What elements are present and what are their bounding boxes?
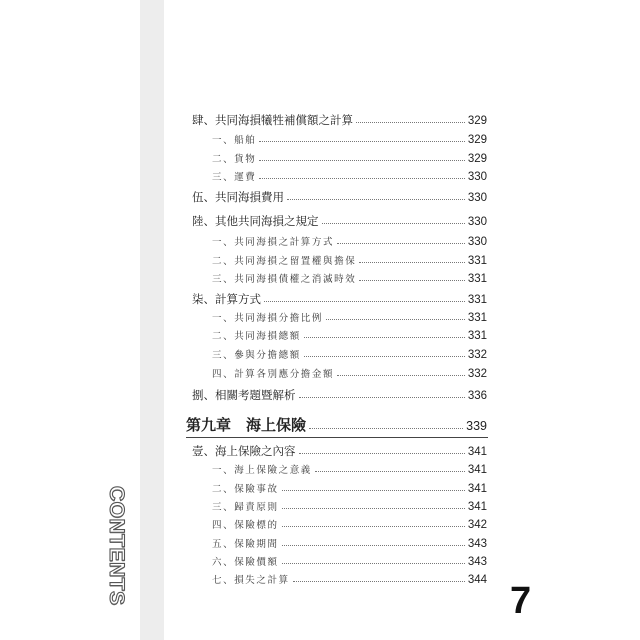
toc-entry-page: 341 <box>467 501 487 513</box>
toc-entry-title: 二、共同海損總額 <box>212 331 301 342</box>
contents-side-label: CONTENTS <box>105 486 128 606</box>
toc-entry <box>192 189 487 205</box>
toc-entry-page: 329 <box>467 153 487 165</box>
toc-dot-leader <box>359 254 465 263</box>
toc-entry <box>192 112 487 128</box>
toc-entry-page: 330 <box>467 192 487 204</box>
toc-entry-title: 二、貨物 <box>212 154 257 165</box>
toc-entry-title: 四、計算各別應分擔金額 <box>212 369 335 380</box>
toc-dot-leader <box>282 537 465 546</box>
toc-entry-page: 331 <box>467 330 487 342</box>
toc-entry <box>212 310 487 324</box>
toc-entry-title: 三、歸責原則 <box>212 502 279 513</box>
toc-dot-leader <box>259 152 464 161</box>
toc-entry <box>192 387 487 403</box>
toc-entry <box>212 536 487 550</box>
toc-entry <box>212 347 487 361</box>
toc-entry-title: 六、保險價額 <box>212 557 279 568</box>
toc-entry <box>212 572 487 586</box>
toc-dot-leader <box>282 500 465 509</box>
toc-entry-title: 一、共同海損分擔比例 <box>212 313 324 324</box>
toc-entry-title: 肆、共同海損犧牲補償額之計算 <box>192 113 353 127</box>
toc-entry-page: 343 <box>467 538 487 550</box>
toc-entry-title: 二、共同海損之留置權與擔保 <box>212 256 357 267</box>
toc-entry <box>192 213 487 229</box>
toc-entry-title: 二、保險事故 <box>212 484 279 495</box>
toc-entry-page: 344 <box>467 574 487 586</box>
toc-entry-title: 一、海上保險之意義 <box>212 465 312 476</box>
toc-entry <box>212 271 487 285</box>
toc-entry <box>212 234 487 248</box>
toc-dot-leader <box>259 133 464 142</box>
toc-entry <box>212 517 487 531</box>
toc-chapter-heading <box>186 414 487 434</box>
toc-entry-page: 341 <box>467 483 487 495</box>
toc-entry-page: 330 <box>467 171 487 183</box>
toc-dot-leader <box>282 555 465 564</box>
toc-entry-title: 五、保險期間 <box>212 539 279 550</box>
toc-dot-leader <box>337 235 465 244</box>
toc-entry-title: 捌、相關考題暨解析 <box>192 388 296 402</box>
toc-dot-leader <box>293 573 465 582</box>
toc-entry-title: 柒、計算方式 <box>192 292 261 306</box>
toc-entry-title: 四、保險標的 <box>212 520 279 531</box>
toc-entry-title: 壹、海上保險之內容 <box>192 444 296 458</box>
toc-entry <box>212 253 487 267</box>
toc-dot-leader <box>287 190 465 200</box>
toc-entry-page: 329 <box>467 134 487 146</box>
toc-entry-page: 331 <box>467 255 487 267</box>
toc-entry-title: 一、船舶 <box>212 135 257 146</box>
toc-entry <box>212 169 487 183</box>
toc-entry <box>212 132 487 146</box>
toc-entry <box>212 499 487 513</box>
toc-entry-page: 341 <box>467 446 487 458</box>
toc-entry-page: 331 <box>467 273 487 285</box>
toc-entry-page: 331 <box>467 294 487 306</box>
toc-entry <box>192 443 487 459</box>
toc-entry-title: 七、損失之計算 <box>212 575 290 586</box>
toc-entry-title: 三、共同海損債權之消滅時效 <box>212 274 357 285</box>
toc-entry-page: 330 <box>467 236 487 248</box>
toc-dot-leader <box>282 518 465 527</box>
toc-entry-title: 伍、共同海損費用 <box>192 190 284 204</box>
toc-dot-leader <box>309 416 463 429</box>
toc-dot-leader <box>315 463 465 472</box>
toc-entry-page: 343 <box>467 556 487 568</box>
toc-entry-page: 329 <box>467 115 487 127</box>
toc-entry-page: 330 <box>467 216 487 228</box>
toc-dot-leader <box>359 272 465 281</box>
toc-entry <box>212 462 487 476</box>
toc-entry <box>212 554 487 568</box>
toc-entry <box>212 481 487 495</box>
toc-entry-title: 陸、其他共同海損之規定 <box>192 214 319 228</box>
toc-entry-title: 第九章 海上保險 <box>186 416 307 434</box>
toc-entry <box>212 328 487 342</box>
toc-entry-page: 331 <box>467 312 487 324</box>
toc-dot-leader <box>304 348 465 357</box>
chapter-divider <box>186 437 488 438</box>
toc-entry-page: 342 <box>467 519 487 531</box>
toc-dot-leader <box>299 444 465 454</box>
toc-entry <box>212 151 487 165</box>
toc-dot-leader <box>326 311 465 320</box>
toc-entry-page: 336 <box>467 390 487 402</box>
toc-dot-leader <box>304 329 465 338</box>
toc-dot-leader <box>356 113 465 123</box>
toc-dot-leader <box>282 482 465 491</box>
toc-dot-leader <box>264 292 465 302</box>
toc-dot-leader <box>337 367 465 376</box>
toc-entry <box>212 366 487 380</box>
toc-dot-leader <box>259 170 464 179</box>
toc-entry-page: 339 <box>466 419 487 433</box>
toc-entry-page: 332 <box>467 349 487 361</box>
toc-entry-page: 332 <box>467 368 487 380</box>
toc-dot-leader <box>299 388 465 398</box>
toc-entry-title: 一、共同海損之計算方式 <box>212 237 335 248</box>
page-number: 7 <box>510 580 532 622</box>
toc-entry <box>192 291 487 307</box>
toc-dot-leader <box>322 214 465 224</box>
toc-entry-title: 三、參與分擔總額 <box>212 350 301 361</box>
toc-entry-title: 三、運費 <box>212 172 257 183</box>
toc-entry-page: 341 <box>467 464 487 476</box>
